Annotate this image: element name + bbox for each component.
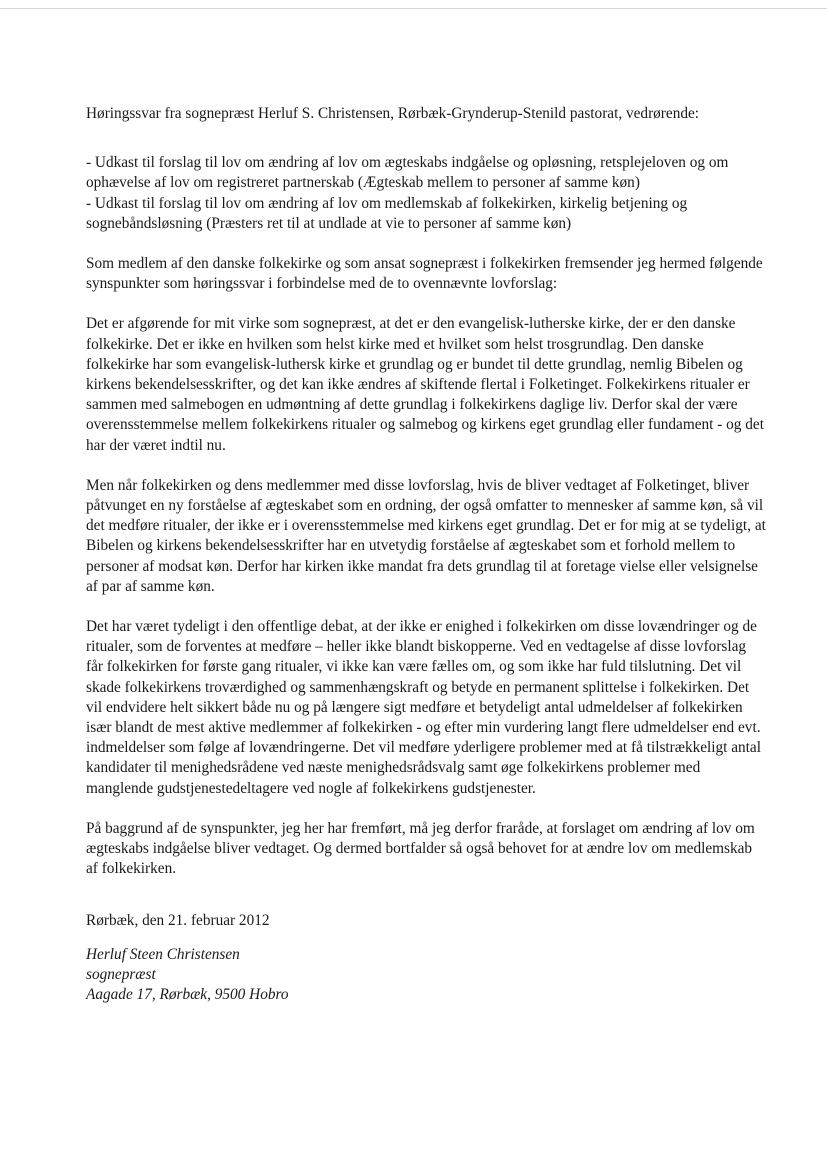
signature-name: Herluf Steen Christensen bbox=[86, 945, 240, 963]
bill-list bbox=[86, 153, 766, 234]
signature-title: sognepræst bbox=[86, 965, 156, 983]
paragraph-introduction: Som medlem af den danske folkekirke og som ansat sognepræst i folkekirken fremsender jeg hermed følgende synspunkter som høringssvar i forbindelse med de to ovennævnte lovforslag: bbox=[86, 255, 763, 293]
paragraph-marriage-understanding: Men når folkekirken og dens medlemmer med disse lovforslag, hvis de bliver vedtaget af Folketinget, bliver påtvunget en ny forståelse af ægteskabet som en ordning, der også omfatter to mennesker af samme køn, så vil det medføre ritualer, der ikke er i overensstemmelse med kirkens eget grundlag. Det er for mig at se tydeligt, at Bibelen og kirkens bekendelsesskrifter har en utvetydig forståelse af ægteskabet som et forhold mellem to personer af modsat køn. Derfor har kirken ikke mandat fra dets grundlag til at foretage vielse eller velsignelse af par af samme køn. bbox=[86, 476, 766, 595]
letter-heading: Høringssvar fra sognepræst Herluf S. Christensen, Rørbæk-Grynderup-Stenild pastorat, vedrørende: bbox=[86, 105, 700, 122]
letter-page bbox=[86, 104, 766, 1005]
paragraph-consequences: Det har været tydeligt i den offentlige debat, at der ikke er enighed i folkekirken om disse lovændringer og de ritualer, som de forventes at medføre – heller ikke blandt biskopperne. Ved en vedtagelse af disse lovforslag får folkekirken for første gang ritualer, vi ikke kan være fælles om, og som ikke har fuld tilslutning. Det vil skade folkekirkens troværdighed og sammenhængskraft og betyde en permanent splittelse i folkekirken. Det vil endvidere helt sikkert både nu og på længere sigt medføre et betydeligt antal udmeldelser af folkekirken især blandt de mest aktive medlemmer af folkekirken - og efter min vurdering langt flere udmeldelser end evt. indmeldelser som følge af lovændringerne. Det vil medføre yderligere problemer med at få tilstrækkeligt antal kandidater til menighedsrådene ved næste menighedsrådsvalg samt øge folkekirkens problemer med manglende gudstjenestedeltagere ved nogle af folkekirkens gudstjenester. bbox=[86, 618, 761, 797]
signature-block bbox=[86, 945, 766, 1006]
paragraph-conclusion: På baggrund af de synspunkter, jeg her har fremført, må jeg derfor fraråde, at forslaget om ændring af lov om ægteskabs indgåelse bliver vedtaget. Og dermed bortfalder så også behovet for at ændre lov om medlemskab af folkekirken. bbox=[86, 819, 755, 878]
bill-item-marriage: - Udkast til forslag til lov om ændring af lov om ægteskabs indgåelse og opløsning, retsplejeloven og om ophævelse af lov om registreret partnerskab (Ægteskab mellem to personer af samme køn) bbox=[86, 154, 729, 192]
paragraph-foundation: Det er afgørende for mit virke som sognepræst, at det er den evangelisk-lutherske kirke, der er den danske folkekirke. Det er ikke en hvilken som helst kirke med et hvilket som helst trosgrundlag. Den danske folkekirke har som evangelisk-luthersk kirke et grundlag og er bundet til dette grundlag, nemlig Bibelen og kirkens bekendelsesskrifter, og det kan ikke ændres af skiftende flertal i Folketinget. Folkekirkens ritualer er sammen med salmebogen en udmøntning af dette grundlag i folkekirkens daglige liv. Derfor skal der være overensstemmelse mellem folkekirkens ritualer og salmebog og kirkens eget grundlag eller fundament - og det har der været indtil nu. bbox=[86, 315, 764, 454]
bill-item-membership: - Udkast til forslag til lov om ændring af lov om medlemskab af folkekirken, kirkelig betjening og sognebåndsløsning (Præsters ret til at undlade at vie to personer af samme køn) bbox=[86, 194, 688, 232]
dateline: Rørbæk, den 21. februar 2012 bbox=[86, 911, 270, 929]
signature-address: Aagade 17, Rørbæk, 9500 Hobro bbox=[86, 986, 289, 1004]
page-top-edge bbox=[0, 8, 827, 9]
